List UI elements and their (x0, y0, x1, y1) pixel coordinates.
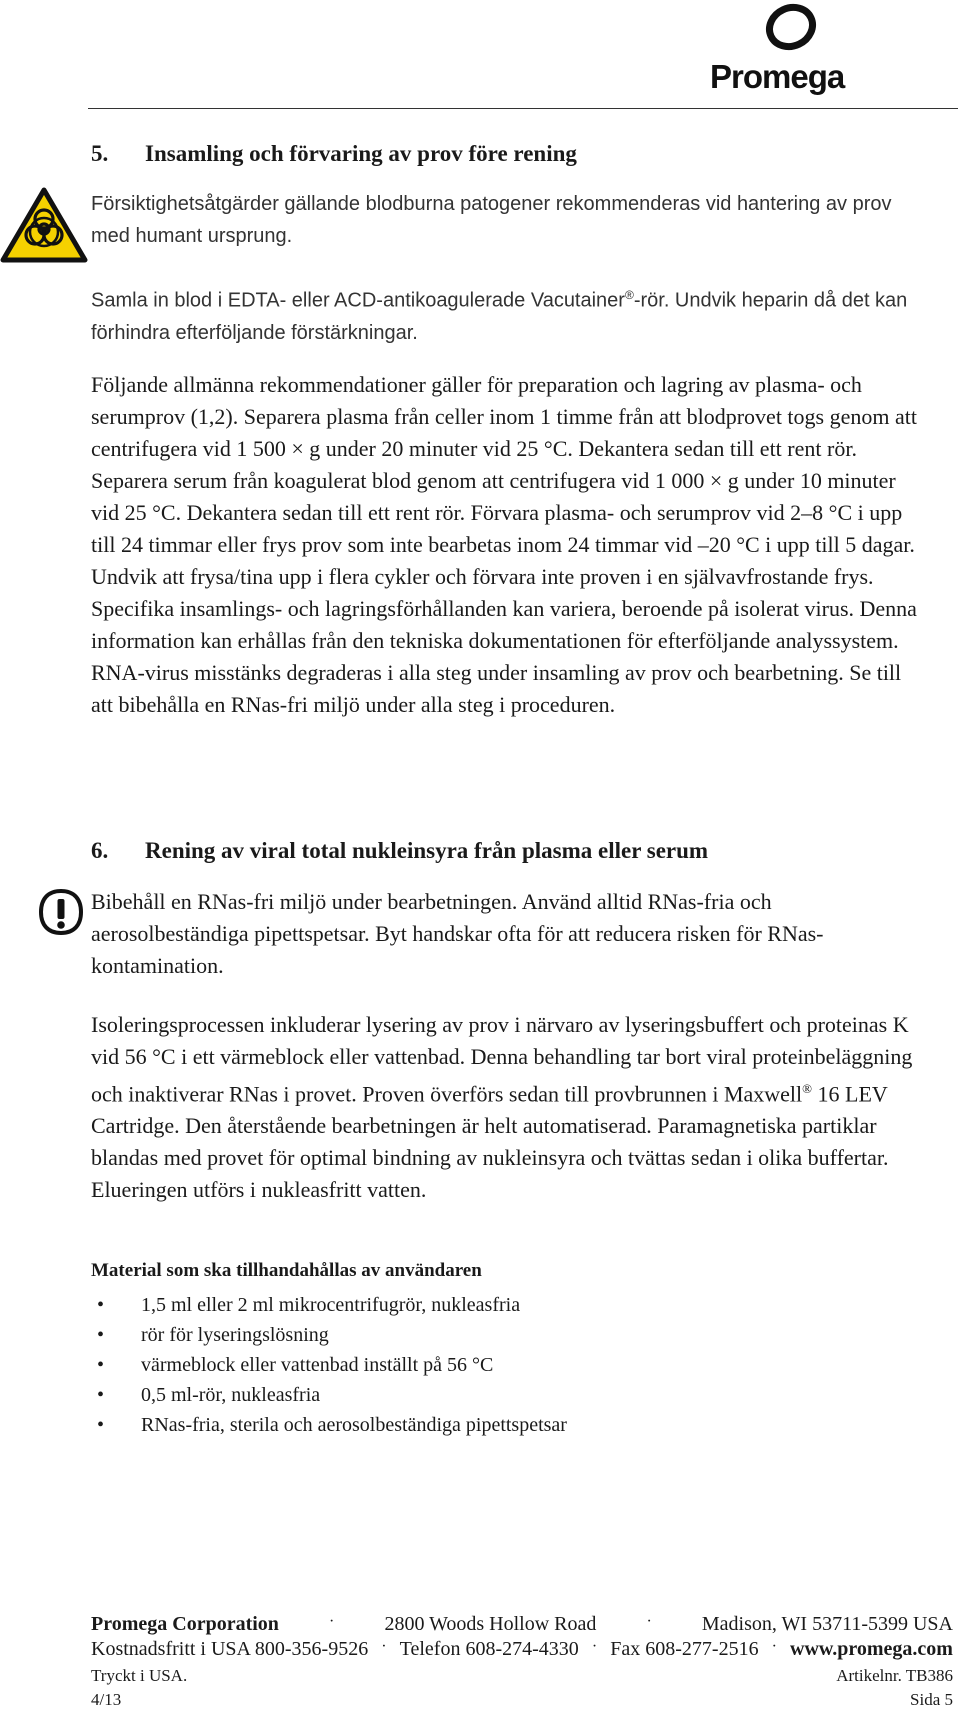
footer-page-number: Sida 5 (910, 1690, 953, 1709)
registered-mark: ® (802, 1081, 813, 1096)
footer-separator: · (381, 1638, 387, 1655)
footer-tollfree: Kostnadsfritt i USA 800-356-9526 (91, 1638, 369, 1660)
footer-date: 4/13 (91, 1690, 122, 1709)
footer-print-line (91, 1666, 953, 1686)
section-6-heading (91, 838, 708, 864)
promega-logo (710, 0, 870, 100)
section-5-number: 5. (91, 141, 109, 166)
promega-logo-text: Promega (710, 58, 845, 95)
materials-list-item: • rör för lyseringslösning (91, 1320, 567, 1350)
materials-list-item: • värmeblock eller vattenbad inställt på 56 °C (91, 1350, 567, 1380)
materials-list-item: • 0,5 ml-rör, nukleasfria (91, 1380, 567, 1410)
materials-list-item: • 1,5 ml eller 2 ml mikrocentrifugrör, nukleasfria (91, 1290, 567, 1320)
header-rule (88, 108, 958, 109)
materials-list (91, 1290, 567, 1440)
footer-printed: Tryckt i USA. (91, 1666, 188, 1685)
footer-separator: · (646, 1613, 652, 1630)
footer-company: Promega Corporation (91, 1613, 279, 1635)
blood-collection-text-part1: Samla in blod i EDTA- eller ACD-antikoagulerade Vacutainer (91, 289, 625, 312)
footer-article-number: Artikelnr. TB386 (836, 1666, 953, 1685)
blood-collection-text (91, 279, 921, 349)
biohazard-icon (0, 186, 88, 264)
footer-contact-line (91, 1638, 953, 1661)
footer-separator: · (591, 1638, 598, 1655)
isolation-process-text-part1: Isoleringsprocessen inkluderar lysering av prov i närvaro av lyseringsbuffert och proteinas K vid 56 °C i ett värmeblock eller vattenbad. Denna behandling tar bort viral proteinbeläggning och inaktiverar RNas i provet. Proven överförs sedan till provbrunnen i Maxwell (91, 1012, 913, 1107)
footer-website-link[interactable]: www.promega.com (790, 1638, 953, 1660)
footer-address-line (91, 1613, 953, 1636)
footer-phone: Telefon 608-274-4330 (399, 1638, 579, 1660)
registered-mark: ® (624, 288, 634, 302)
footer-city: Madison, WI 53711-5399 USA (701, 1613, 953, 1635)
materials-list-item: • RNas-fria, sterila och aerosolbeständiga pipettspetsar (91, 1410, 567, 1440)
storage-recommendations-text: Följande allmänna rekommendationer gäller för preparation och lagring av plasma- och serumprov (1,2). Separera plasma från celler inom 1 timme från att blodprovet togs genom att centrifugera vid 1 500 × g under 20 minuter vid 25 °C. Dekantera sedan till ett rent rör. Separera serum från koagulerat blod genom att centrifugera vid 1 000 × g under 10 minuter vid 25 °C. Dekantera sedan till ett rent rör. Förvara plasma- och serumprov vid 2–8 °C i upp till 24 timmar eller frys prov som inte bearbetas inom 24 timmar vid –20 °C i upp till 5 dagar. Undvik att frysa/tina upp i flera cykler och förvara inte proven i en självavfrostande frys. Specifika insamlings- och lagringsförhållanden kan variera, beroende på isolerat virus. Denna information kan erhållas från den tekniska dokumentationen för efterföljande analyssystem. RNA-virus misstänks degraderas i alla steg under insamling av prov och bearbetning. Se till att bibehålla en RNas-fri miljö under alla steg i proceduren. (91, 372, 917, 717)
section-5-heading (91, 141, 577, 167)
footer-address: 2800 Woods Hollow Road (384, 1613, 597, 1635)
materials-heading: Material som ska tillhandahållas av användaren (91, 1260, 482, 1281)
isolation-process-text (91, 1009, 921, 1206)
footer-page-line (91, 1690, 953, 1710)
rnase-warning-text: Bibehåll en RNas-fri miljö under bearbetningen. Använd alltid RNas-fria och aerosolbeständiga pipettspetsar. Byt handskar ofta för att reducera risken för RNas-kontamination. (91, 889, 824, 978)
section-6-title: Rening av viral total nukleinsyra från plasma eller serum (145, 838, 709, 863)
biohazard-warning-text: Försiktighetsåtgärder gällande blodburna patogener rekommenderas vid hantering av prov med humant ursprung. (91, 193, 892, 247)
section-5-title: Insamling och förvaring av prov före rening (145, 141, 577, 166)
blood-collection-text-part2: -rör. Undvik heparin då det kan förhindra efterföljande förstärkningar. (91, 289, 908, 344)
footer-separator: · (771, 1638, 777, 1655)
footer-fax: Fax 608-277-2516 (610, 1638, 759, 1660)
footer-separator: · (329, 1613, 335, 1630)
promega-logo-mark-icon (764, 0, 818, 54)
section-6-number: 6. (91, 838, 109, 863)
isolation-process-text-part2: 16 LEV Cartridge. Den återstående bearbetningen är helt automatiserad. Paramagnetiska partiklar blandas med provet för optimal bindning av nukleinsyra och tvättas sedan i olika buffertar. Elueringen utförs i nukleasfritt vatten. (91, 1081, 889, 1203)
exclamation-icon (38, 888, 84, 936)
